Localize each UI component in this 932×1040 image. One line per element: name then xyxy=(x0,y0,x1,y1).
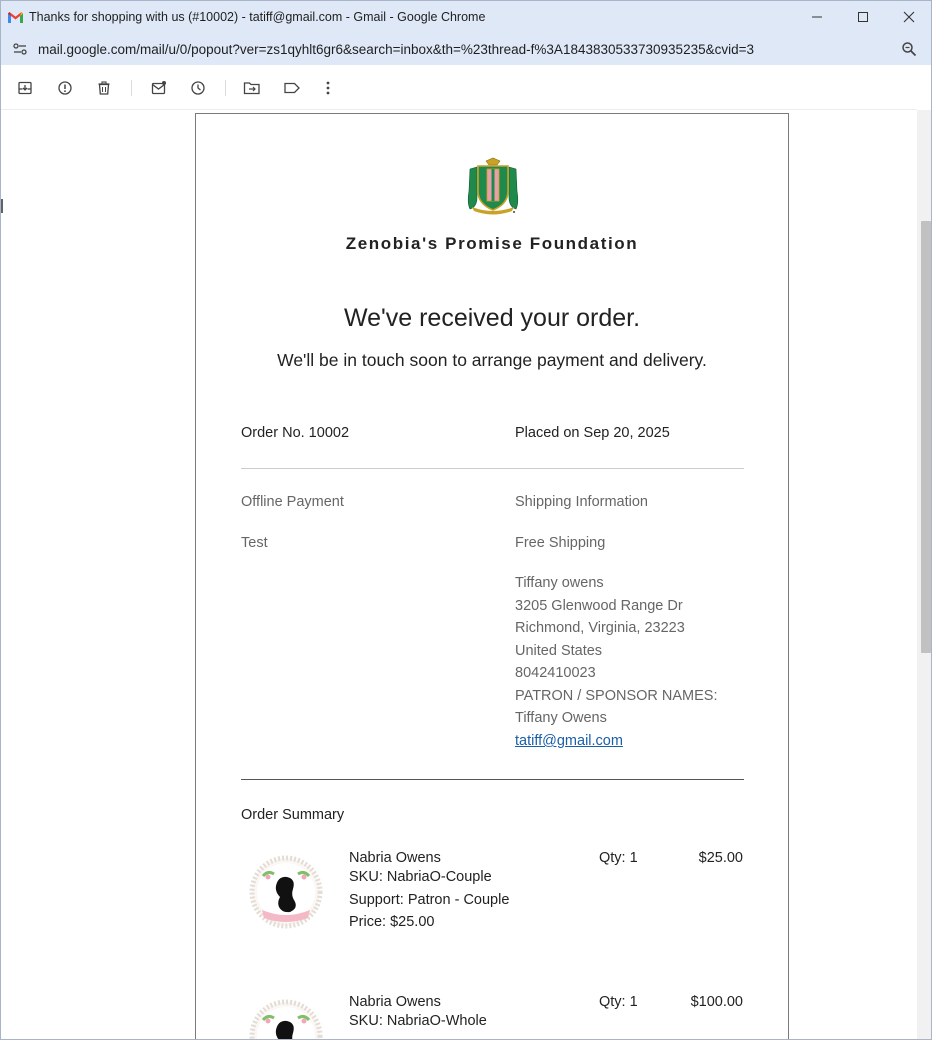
product-thumbnail xyxy=(246,852,326,932)
item-name: Nabria Owens xyxy=(349,850,441,866)
payment-method: Test xyxy=(241,535,268,551)
item-quantity: Qty: 1 xyxy=(599,994,638,1010)
item-total: $100.00 xyxy=(690,994,743,1010)
zoom-icon[interactable] xyxy=(901,41,917,57)
order-summary-heading: Order Summary xyxy=(241,807,345,823)
order-number: Order No. 10002 xyxy=(241,425,350,441)
site-info-icon[interactable] xyxy=(12,41,28,57)
item-name: Nabria Owens xyxy=(349,994,441,1010)
report-spam-icon xyxy=(57,80,73,96)
url-field[interactable]: mail.google.com/mail/u/0/popout?ver=zs1qyhlt6gr6&search=inbox&th=%23thread-f%3A1843830533730935235&cvid=3 xyxy=(38,41,754,57)
mark-unread-icon xyxy=(151,80,167,96)
scrollbar-thumb[interactable] xyxy=(921,221,931,653)
item-support: Support: Patron - Couple xyxy=(349,892,510,908)
gmail-logo-icon xyxy=(8,12,23,23)
shipping-city: Richmond, Virginia, 23223 xyxy=(515,620,685,636)
label-icon xyxy=(283,80,301,96)
sponsor-names-value: Tiffany Owens xyxy=(515,710,607,726)
item-quantity: Qty: 1 xyxy=(599,850,638,866)
organization-crest-logo xyxy=(464,157,522,215)
more-options-icon xyxy=(326,81,330,95)
message-toolbar xyxy=(1,65,917,110)
close-icon xyxy=(903,11,915,23)
snooze-button[interactable] xyxy=(188,78,208,98)
left-edge-marker xyxy=(1,199,3,213)
title-bar xyxy=(1,1,932,33)
customer-email-link[interactable]: tatiff@gmail.com xyxy=(515,733,623,749)
product-thumbnail xyxy=(246,996,326,1040)
minimize-button[interactable] xyxy=(794,1,840,33)
archive-button[interactable] xyxy=(15,78,35,98)
section-divider xyxy=(241,779,744,780)
move-to-icon xyxy=(243,80,261,96)
confirmation-subhead: We'll be in touch soon to arrange payment and delivery. xyxy=(277,350,707,370)
shipping-method: Free Shipping xyxy=(515,535,606,551)
minimize-icon xyxy=(811,11,823,23)
toolbar-divider xyxy=(225,80,226,96)
item-sku: SKU: NabriaO-Couple xyxy=(349,869,492,885)
toolbar-divider xyxy=(131,80,132,96)
shipping-heading: Shipping Information xyxy=(515,494,648,510)
maximize-icon xyxy=(857,11,869,23)
maximize-button[interactable] xyxy=(840,1,886,33)
email-body xyxy=(195,113,789,1040)
label-button[interactable] xyxy=(282,78,302,98)
item-total: $25.00 xyxy=(698,850,743,866)
delete-icon xyxy=(96,80,112,96)
shipping-country: United States xyxy=(515,643,603,659)
order-date: Placed on Sep 20, 2025 xyxy=(515,425,670,441)
report-spam-button[interactable] xyxy=(55,78,75,98)
shipping-phone: 8042410023 xyxy=(515,665,596,681)
archive-icon xyxy=(17,80,33,96)
shipping-street: 3205 Glenwood Range Dr xyxy=(515,598,683,614)
more-options-button[interactable] xyxy=(318,78,338,98)
organization-name: Zenobia's Promise Foundation xyxy=(345,234,639,253)
item-price: Price: $25.00 xyxy=(349,914,435,930)
delete-button[interactable] xyxy=(94,78,114,98)
window-title: Thanks for shopping with us (#10002) - tatiff@gmail.com - Gmail - Google Chrome xyxy=(29,10,486,24)
address-bar xyxy=(1,33,932,65)
sponsor-names-label: PATRON / SPONSOR NAMES: xyxy=(515,688,718,704)
item-sku: SKU: NabriaO-Whole xyxy=(349,1013,487,1029)
close-button[interactable] xyxy=(886,1,932,33)
mark-unread-button[interactable] xyxy=(149,78,169,98)
snooze-icon xyxy=(190,80,206,96)
move-to-button[interactable] xyxy=(242,78,262,98)
shipping-name: Tiffany owens xyxy=(515,575,604,591)
payment-heading: Offline Payment xyxy=(241,494,344,510)
section-divider xyxy=(241,468,744,469)
confirmation-headline: We've received your order. xyxy=(343,304,641,332)
